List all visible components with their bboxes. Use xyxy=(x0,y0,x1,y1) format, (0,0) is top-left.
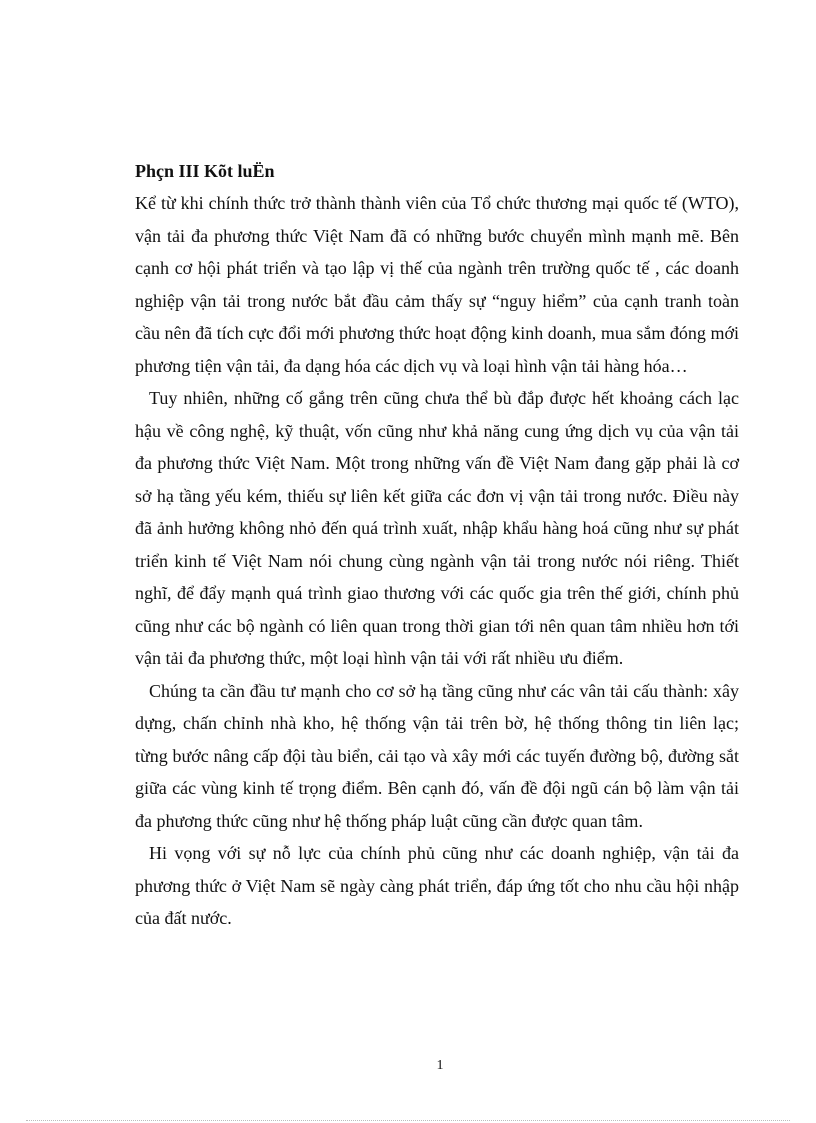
document-body xyxy=(135,157,739,935)
paragraph-4: Hi vọng với sự nỗ lực của chính phủ cũng như các doanh nghiệp, vận tải đa phương thức ở Việt Nam sẽ ngày càng phát triển, đáp ứng tốt cho nhu cầu hội nhập của đất nước. xyxy=(135,843,739,928)
paragraph-1: Kể từ khi chính thức trở thành thành viên của Tổ chức thương mại quốc tế (WTO), vận tải đa phương thức Việt Nam đã có những bước chuyển mình mạnh mẽ. Bên cạnh cơ hội phát triển và tạo lập vị thế của ngành trên trường quốc tế , các doanh nghiệp vận tải trong nước bắt đầu cảm thấy sự “nguy hiểm” của cạnh tranh toàn cầu nên đã tích cực đổi mới phương thức hoạt động kinh doanh, mua sắm đóng mới phương tiện vận tải, đa dạng hóa các dịch vụ và loại hình vận tải hàng hóa… xyxy=(135,193,739,376)
page-number: 1 xyxy=(436,1058,444,1073)
paragraph-3: Chúng ta cần đầu tư mạnh cho cơ sở hạ tầng cũng như các vân tải cấu thành: xây dựng, chấn chỉnh nhà kho, hệ thống vận tải trên bờ, hệ thống thông tin liên lạc; từng bước nâng cấp đội tàu biển, cải tạo và xây mới các tuyến đường bộ, đường sắt giữa các vùng kinh tế trọng điểm. Bên cạnh đó, vấn đề đội ngũ cán bộ làm vận tải đa phương thức cũng như hệ thống pháp luật cũng cần được quan tâm. xyxy=(135,680,739,831)
section-heading: Phçn III Kõt luËn xyxy=(135,161,275,181)
paragraph-2: Tuy nhiên, những cố gắng trên cũng chưa thể bù đắp được hết khoảng cách lạc hậu về công nghệ, kỹ thuật, vốn cũng như khả năng cung ứng dịch vụ của vận tải đa phương thức Việt Nam. Một trong những vấn đề Việt Nam đang gặp phải là cơ sở hạ tầng yếu kém, thiếu sự liên kết giữa các đơn vị vận tải trong nước. Điều này đã ảnh hưởng không nhỏ đến quá trình xuất, nhập khẩu hàng hoá cũng như sự phát triển kinh tế Việt Nam nói chung cùng ngành vận tải trong nước nói riêng. Thiết nghĩ, để đẩy mạnh quá trình giao thương với các quốc gia trên thế giới, chính phủ cũng như các bộ ngành có liên quan trong thời gian tới nên quan tâm nhiều hơn tới vận tải đa phương thức, một loại hình vận tải với rất nhiều ưu điểm. xyxy=(135,388,739,668)
footer-divider xyxy=(26,1120,790,1121)
